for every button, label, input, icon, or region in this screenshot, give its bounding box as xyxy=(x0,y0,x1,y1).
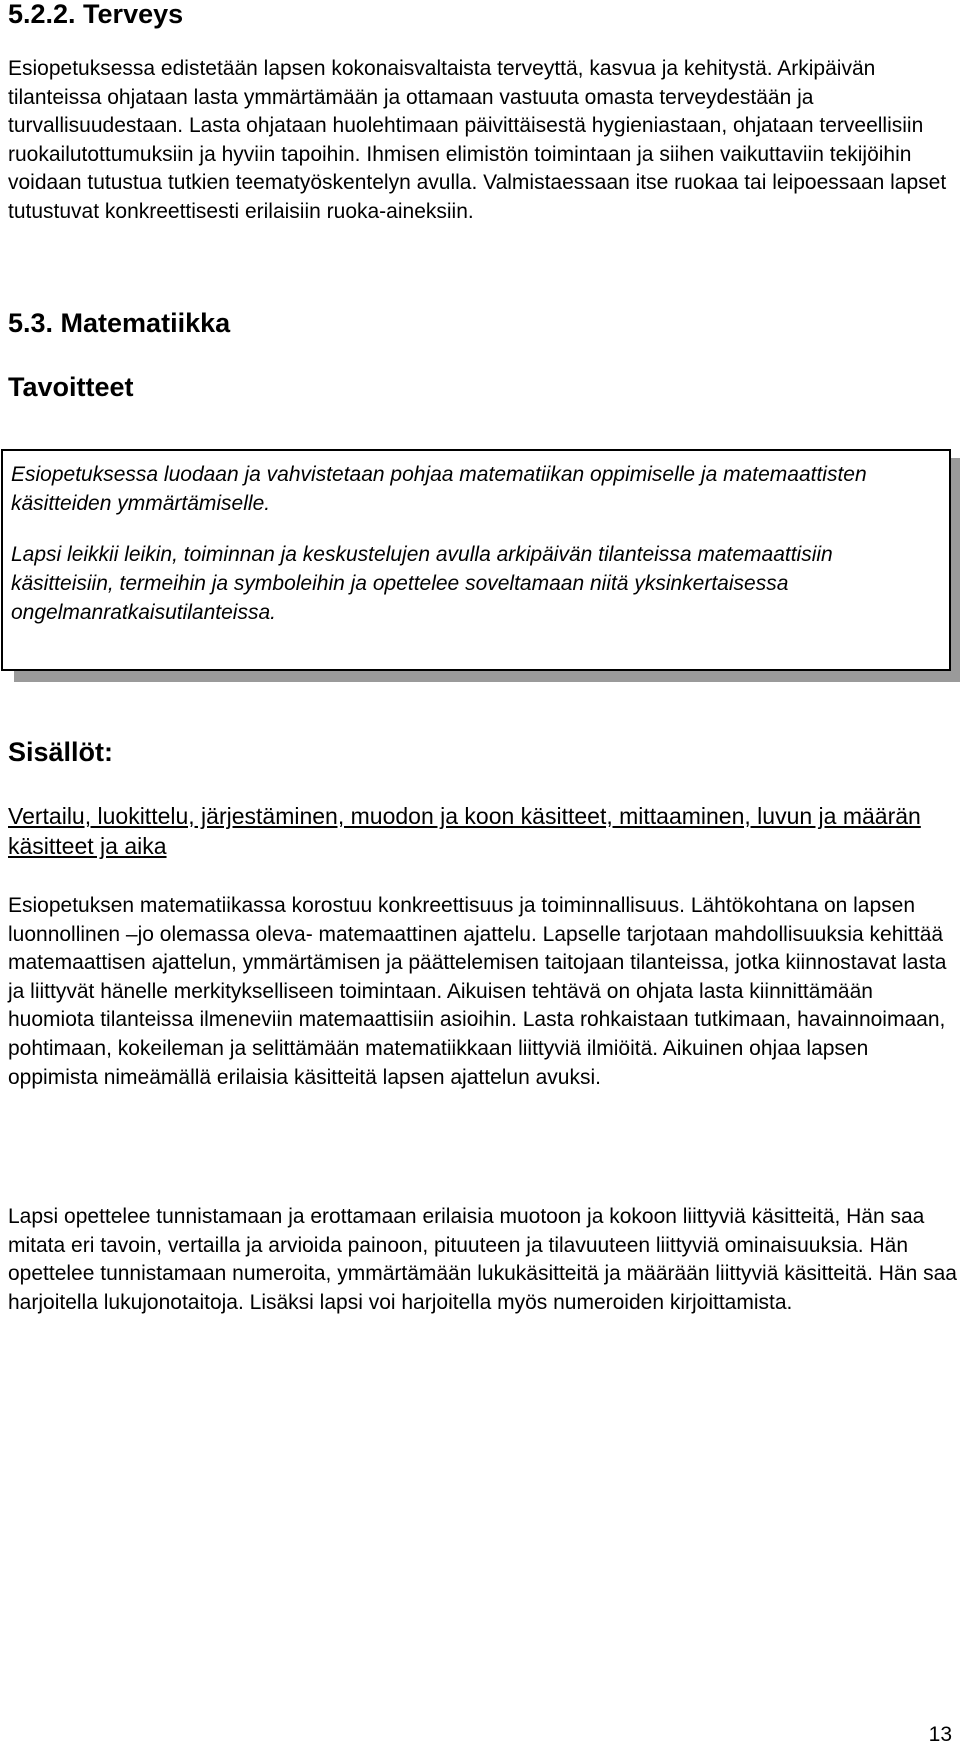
goals-heading: Tavoitteet xyxy=(8,372,134,402)
health-paragraph: Esiopetuksessa edistetään lapsen kokonaisvaltaista terveyttä, kasvua ja kehitystä. Arkipäivän tilanteissa ohjataan lasta ymmärtämään ja ottamaan vastuuta omasta terveydestään ja turvallisuudestaan. Lasta ohjataan huolehtimaan päivittäisestä hygieniastaan, ohjataan terveellisiin ruokailutottumuksiin ja hyviin tapoihin. Ihmisen elimistön toimintaan ja siihen vaikuttaviin tekijöihin voidaan tutustua tutkien teematyöskentelyn avulla. Valmistaessaan itse ruokaa tai leipoessaan lapset tutustuvat konkreettisesti erilaisiin ruoka-aineksiin. xyxy=(8,57,947,223)
section-heading-health: 5.2.2. Terveys xyxy=(8,0,184,29)
section-heading-math: 5.3. Matematiikka xyxy=(8,308,231,338)
goals-box xyxy=(1,449,951,671)
contents-subheading: Vertailu, luokittelu, järjestäminen, muodon ja koon käsitteet, mittaaminen, luvun ja määrän käsitteet ja aika xyxy=(8,803,921,859)
goals-paragraph-2: Lapsi leikkii leikin, toiminnan ja keskustelujen avulla arkipäivän tilanteissa matemaattisiin käsitteisiin, termeihin ja symboleihin ja opettelee soveltamaan niitä yksinkertaisessa ongelmanratkaisutilanteissa. xyxy=(11,543,833,624)
math-paragraph-2: Lapsi opettelee tunnistamaan ja erottamaan erilaisia muotoon ja kokoon liittyviä käsitteitä, Hän saa mitata eri tavoin, vertailla ja arvioida painoon, pituuteen ja tilavuuteen liittyviä ominaisuuksia. Hän opettelee tunnistamaan numeroita, ymmärtämään lukukäsitteitä ja määrään liittyviä käsitteitä. Hän saa harjoitella lukujonotaitoja. Lisäksi lapsi voi harjoitella myös numeroiden kirjoittamista. xyxy=(8,1205,957,1314)
goals-paragraph-1: Esiopetuksessa luodaan ja vahvistetaan pohjaa matematiikan oppimiselle ja matemaattisten käsitteiden ymmärtämiselle. xyxy=(11,463,867,515)
page-number: 13 xyxy=(928,1723,952,1746)
math-paragraph-1: Esiopetuksen matematiikassa korostuu konkreettisuus ja toiminnallisuus. Lähtökohtana on lapsen luonnollinen –jo olemassa oleva- matemaattinen ajattelu. Lapselle tarjotaan mahdollisuuksia kehittää matemaattisen ajattelun, ymmärtämisen ja päättelemisen taitojaan tilanteissa, jotka kiinnostavat lasta ja liittyvät hänelle merkitykselliseen toimintaan. Aikuisen tehtävä on ohjata lasta kiinnittämään huomiota tilanteissa ilmeneviin matemaattisiin asioihin. Lasta rohkaistaan tutkimaan, havainnoimaan, pohtimaan, kokeileman ja selittämään matematiikkaan liittyviä ilmiöitä. Aikuinen ohjaa lapsen oppimista nimeämällä erilaisia käsitteitä lapsen ajattelun avuksi. xyxy=(8,894,947,1089)
contents-heading: Sisällöt: xyxy=(8,737,114,767)
